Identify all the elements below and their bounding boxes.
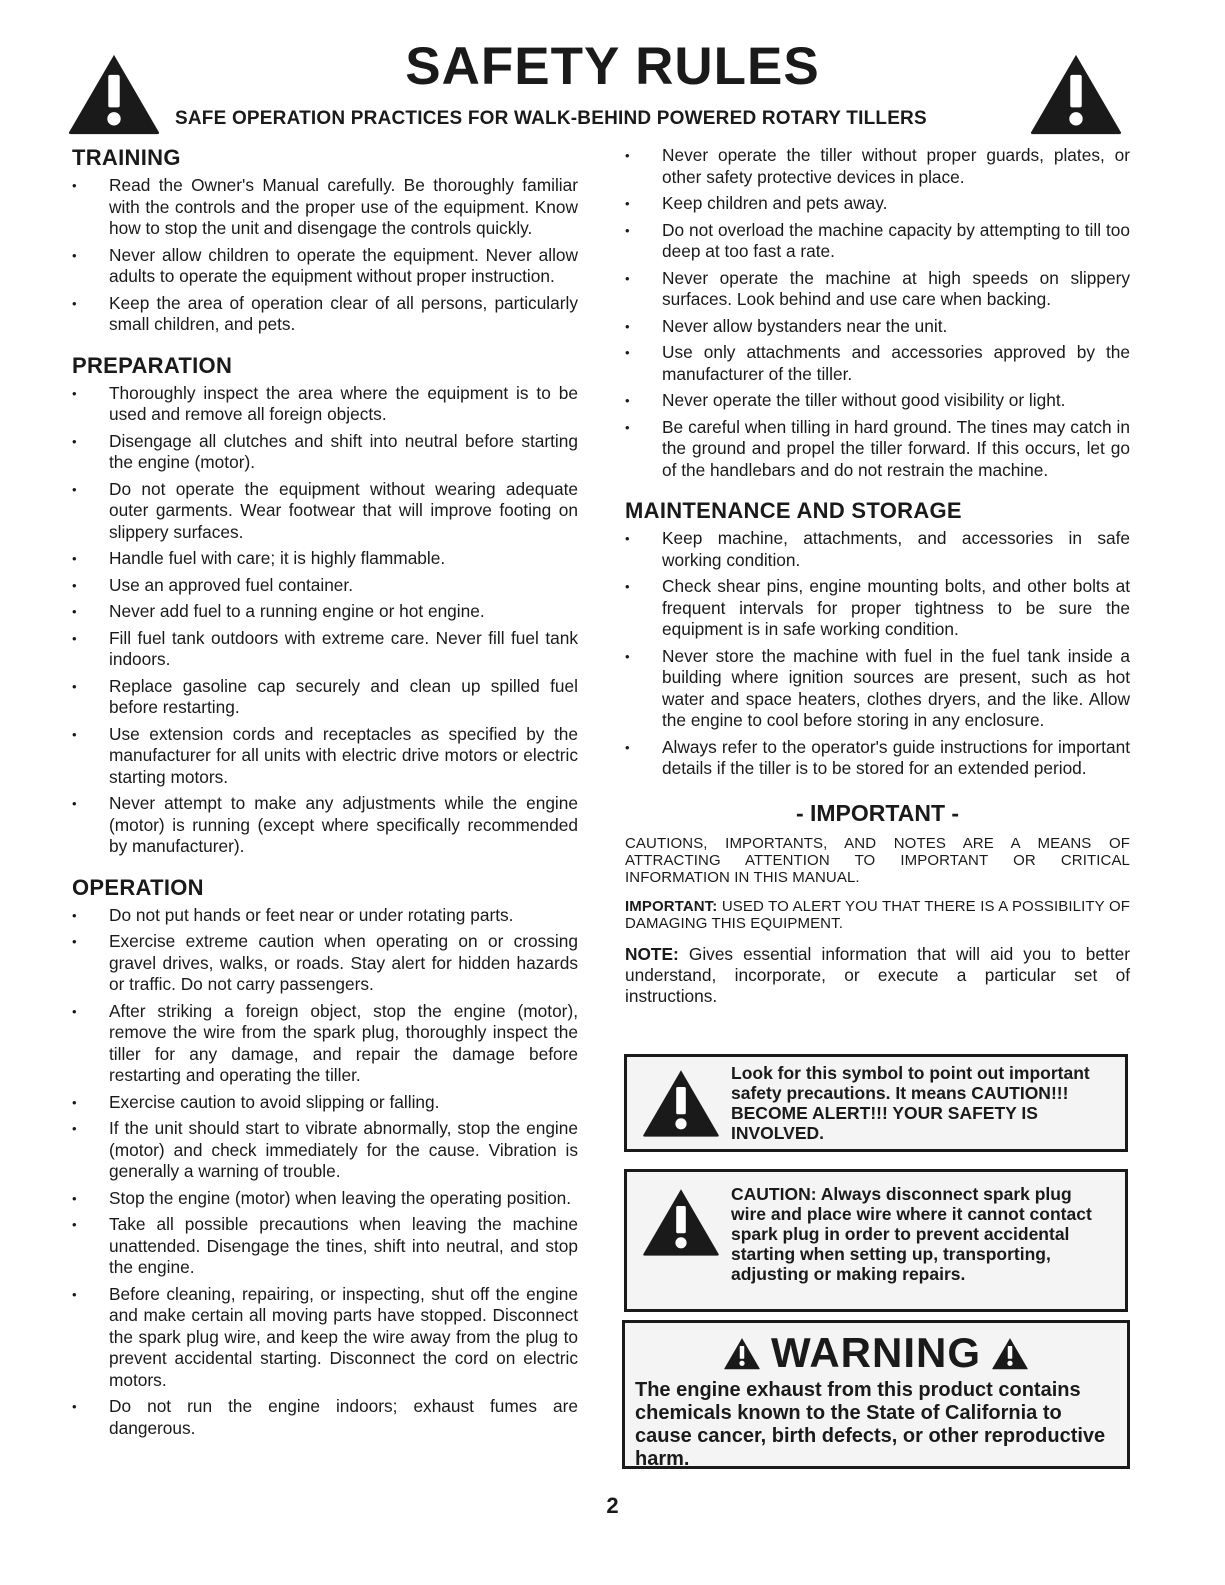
- list-item: • Do not put hands or feet near or under rotating parts.: [72, 905, 578, 927]
- list-item: • Keep machine, attachments, and accessories in safe working condition.: [625, 528, 1130, 571]
- preparation-list: [72, 383, 578, 858]
- list-item: • Be careful when tilling in hard ground. The tines may catch in the ground and propel the tiller forward. If this occurs, let go of the handlebars and do not restrain the machine.: [625, 417, 1130, 482]
- list-item: • Never operate the tiller without good visibility or light.: [625, 390, 1130, 412]
- warning-text: The engine exhaust from this product contains chemicals known to the State of California to cause cancer, birth defects, or other reproductive harm.: [635, 1379, 1106, 1470]
- warning-title: [625, 1329, 1127, 1377]
- list-item: • After striking a foreign object, stop the engine (motor), remove the wire from the spark plug, thoroughly inspect the tiller for any damage, and repair the damage before restarting and operating the tiller.: [72, 1001, 578, 1087]
- safety-alert-icon: [1028, 52, 1124, 136]
- list-item: • Replace gasoline cap securely and clean up spilled fuel before restarting.: [72, 676, 578, 719]
- list-item: • Check shear pins, engine mounting bolts, and other bolts at frequent intervals for proper tightness to be sure the equipment is in safe working condition.: [625, 576, 1130, 641]
- safety-alert-icon: [641, 1186, 721, 1258]
- section-heading-preparation: PREPARATION: [72, 352, 233, 378]
- section-heading-training: TRAINING: [72, 145, 181, 170]
- page-subtitle: SAFE OPERATION PRACTICES FOR WALK-BEHIND POWERED ROTARY TILLERS: [175, 108, 927, 129]
- page-number: 2: [606, 1493, 619, 1518]
- list-item: • Thoroughly inspect the area where the equipment is to be used and remove all foreign objects.: [72, 383, 578, 426]
- list-item: • Keep children and pets away.: [625, 193, 1130, 215]
- list-item: • Do not overload the machine capacity by attempting to till too deep at too fast a rate.: [625, 220, 1130, 263]
- warning-title-text: WARNING: [771, 1329, 981, 1376]
- list-item: • Do not operate the equipment without wearing adequate outer garments. Wear footwear that will improve footing on slippery surfaces.: [72, 479, 578, 544]
- important-definition: [625, 898, 1130, 932]
- safety-alert-icon: [641, 1067, 721, 1139]
- safety-alert-icon: [991, 1337, 1029, 1370]
- list-item: • Disengage all clutches and shift into neutral before starting the engine (motor).: [72, 431, 578, 474]
- list-item: • Do not run the engine indoors; exhaust fumes are dangerous.: [72, 1396, 578, 1439]
- note-label: NOTE:: [625, 943, 679, 964]
- list-item: • Exercise caution to avoid slipping or falling.: [72, 1092, 578, 1114]
- section-heading-operation: OPERATION: [72, 874, 204, 900]
- list-item: • Use extension cords and receptacles as specified by the manufacturer for all units with electric drive motors or electric starting motors.: [72, 724, 578, 789]
- important-label: IMPORTANT:: [625, 897, 718, 915]
- caution-box: [624, 1169, 1128, 1312]
- operation-continued-list: [625, 145, 1130, 481]
- caution-text: CAUTION: Always disconnect spark plug wire and place wire where it cannot contact spark plug in order to prevent accidental starting when setting up, transporting, adjusting or making repairs.: [731, 1184, 1092, 1284]
- note-definition: [625, 944, 1130, 1007]
- list-item: • Read the Owner's Manual carefully. Be thoroughly familiar with the controls and the proper use of the equipment. Know how to stop the unit and disengage the controls quickly.: [72, 175, 578, 240]
- maintenance-list: [625, 528, 1130, 780]
- list-item: • Fill fuel tank outdoors with extreme care. Never fill fuel tank indoors.: [72, 628, 578, 671]
- important-intro: CAUTIONS, IMPORTANTS, AND NOTES ARE A MEANS OF ATTRACTING ATTENTION TO IMPORTANT OR CRITICAL INFORMATION IN THIS MANUAL.: [625, 834, 1130, 886]
- list-item: • Never allow bystanders near the unit.: [625, 316, 1130, 338]
- list-item: • Exercise extreme caution when operating on or crossing gravel drives, walks, or roads. Stay alert for hidden hazards or traffic. Do not carry passengers.: [72, 931, 578, 996]
- list-item: • Never add fuel to a running engine or hot engine.: [72, 601, 578, 623]
- right-column: [625, 145, 1130, 1007]
- section-heading-maintenance: MAINTENANCE AND STORAGE: [625, 498, 962, 523]
- list-item: • Before cleaning, repairing, or inspecting, shut off the engine and make certain all moving parts have stopped. Disconnect the spark plug wire, and keep the wire away from the plug to prevent accidental starting. Disconnect the cord on electric motors.: [72, 1284, 578, 1392]
- warning-box: [622, 1320, 1130, 1469]
- symbol-notice-text: Look for this symbol to point out important safety precautions. It means CAUTION!!! BECOME ALERT!!! YOUR SAFETY IS INVOLVED.: [731, 1063, 1090, 1143]
- list-item: • Never operate the tiller without proper guards, plates, or other safety protective devices in place.: [625, 145, 1130, 188]
- list-item: • Always refer to the operator's guide instructions for important details if the tiller is to be stored for an extended period.: [625, 737, 1130, 780]
- list-item: • Use an approved fuel container.: [72, 575, 578, 597]
- list-item: • Stop the engine (motor) when leaving the operating position.: [72, 1188, 578, 1210]
- list-item: • Take all possible precautions when leaving the machine unattended. Disengage the tines, shift into neutral, and stop the engine.: [72, 1214, 578, 1279]
- page-title: SAFETY RULES: [405, 37, 820, 96]
- left-column: [72, 145, 578, 1444]
- list-item: • Handle fuel with care; it is highly flammable.: [72, 548, 578, 570]
- list-item: • Never allow children to operate the equipment. Never allow adults to operate the equipment without proper instruction.: [72, 245, 578, 288]
- important-text: USED TO ALERT YOU THAT THERE IS A POSSIBILITY OF DAMAGING THIS EQUIPMENT.: [625, 897, 1130, 932]
- training-list: [72, 175, 578, 336]
- note-text: Gives essential information that will aid you to better understand, incorporate, or execute a particular set of instructions.: [625, 943, 1131, 1006]
- list-item: • If the unit should start to vibrate abnormally, stop the engine (motor) and check immediately for the cause. Vibration is generally a warning of trouble.: [72, 1118, 578, 1183]
- list-item: • Keep the area of operation clear of all persons, particularly small children, and pets.: [72, 293, 578, 336]
- safety-alert-icon: [723, 1337, 761, 1370]
- list-item: • Never store the machine with fuel in the fuel tank inside a building where ignition sources are present, such as hot water and space heaters, clothes dryers, and the like. Allow the engine to cool before storing in any enclosure.: [625, 646, 1130, 732]
- list-item: • Never operate the machine at high speeds on slippery surfaces. Look behind and use care when backing.: [625, 268, 1130, 311]
- symbol-notice-box: [624, 1054, 1128, 1152]
- list-item: • Use only attachments and accessories approved by the manufacturer of the tiller.: [625, 342, 1130, 385]
- operation-list: [72, 905, 578, 1440]
- list-item: • Never attempt to make any adjustments while the engine (motor) is running (except where specifically recommended by manufacturer).: [72, 793, 578, 858]
- important-heading: - IMPORTANT -: [795, 799, 960, 826]
